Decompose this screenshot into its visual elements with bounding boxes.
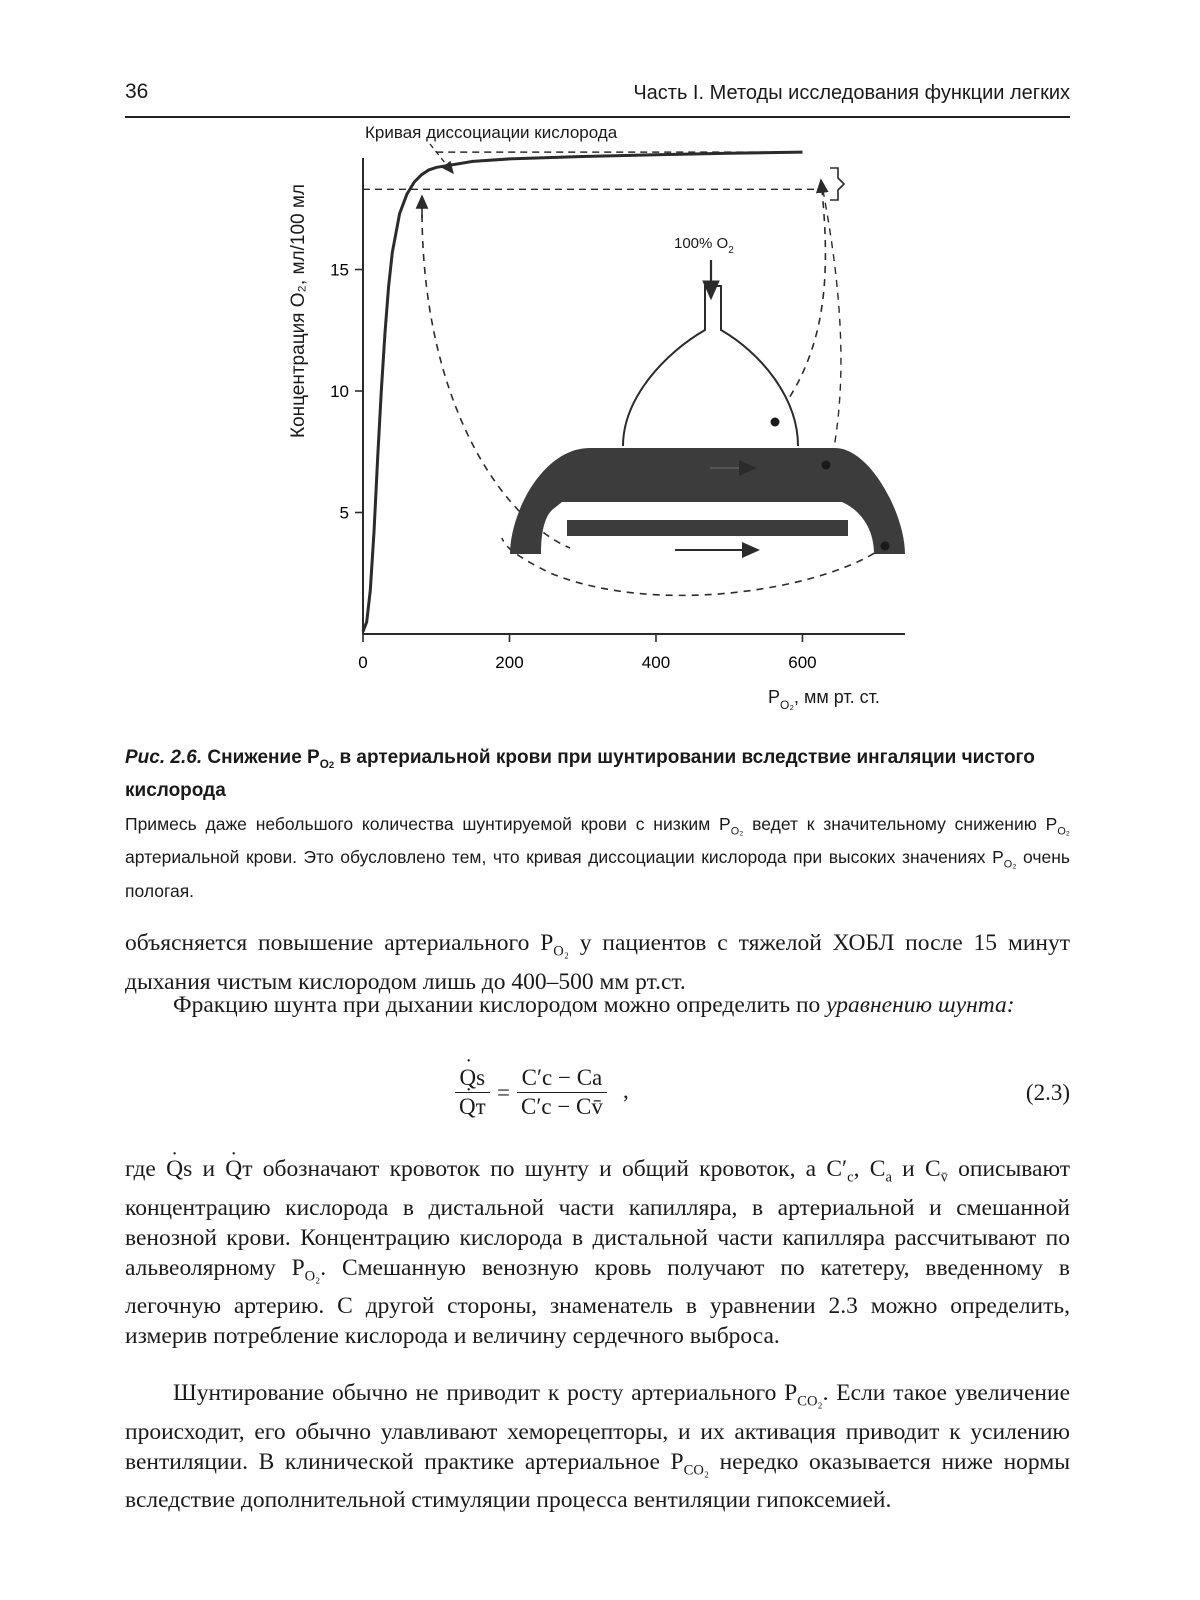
paragraph-4: Шунтирование обычно не приводит к росту артериального $P_{CO_2}$. Если такое увеличение происходит, его обычно улавливают хеморецепторы, и их активация приводит к усилению вентиляции. В клинической практике артериальное $P_{CO_2}$ нередко оказывается ниже нормы вследствие дополнительной стимуляции процесса вентиляции гипоксемией. [125,1380,1070,1514]
inhalation-label: 100% $O_2$ [674,235,734,256]
shunt-dashed-path [821,180,841,468]
x-tick-label-400: 400 [641,653,671,672]
capillary-point [822,461,831,470]
alveolar-point [771,418,780,427]
page-header [125,78,1070,118]
figure-caption [125,745,1070,904]
vessel [510,448,905,554]
equation-rhs: $\frac{C'c - Ca}{C'c - Cv̄}$ [517,1064,607,1121]
difference-bracket [830,168,844,200]
running-head: Часть I. Методы исследования функции легких [633,82,1070,104]
figure-2-6 [270,118,930,728]
x-tick-label-600: 600 [788,653,817,672]
equation-comma: , [623,1078,629,1103]
caption-title: Рис. 2.6. Снижение $P_{O2}$ в артериальной крови при шунтировании вследствие ингаляции чистого кислорода [125,747,1035,801]
caption-body: Примесь даже небольшого количества шунтируемой крови с низким $P_{O_2}$ ведет к значительному снижению $P_{O_2}$ артериальной крови. Это обусловлено тем, что кривая диссоциации кислорода при высоких значениях $P_{O_2}$ очень пологая. [125,813,1070,901]
y-tick-label-10: 10 [330,382,349,401]
equation-equals: = [497,1080,510,1105]
paragraph-3: где · Qs и · Qт обозначают кровоток по шунту и общий кровоток, а $C'_c$, $C_a$ и $C_{v̄}$ описывают концентрацию кислорода в дистальной части капилляра, в артериальной и смешанной венозной крови. Концентрацию кислорода в дистальной части капилляра рассчитывают по альвеолярному $P_{O_2}$. Смешанную венозную кровь получают по катетеру, введенному в легочную артерию. С другой стороны, знаменатель в уравнении 2.3 можно определить, измерив потребление кислорода и величину сердечного выброса. [125,1154,1070,1351]
curve-label: Кривая диссоциации кислорода [365,123,618,142]
equation-lhs: · Qs · Qт [455,1064,490,1121]
x-tick-label-0: 0 [358,653,368,672]
venous-dashed-path [502,538,885,595]
equation-number: (2.3) [1025,1080,1070,1105]
shunt-equation [125,1058,1070,1138]
capillary-dashed-path [775,180,825,418]
page-number: 36 [125,80,149,103]
paragraph-1: объясняется повышение артериального $P_{O_2}$ у пациентов с тяжелой ХОБЛ после 15 минут дыхания чистым кислородом лишь до 400–500 мм рт.ст. [125,930,1070,995]
x-axis-title: $P_{O_2}$, мм рт. ст. [768,687,880,712]
paragraph-2: Фракцию шунта при дыхании кислородом можно определить по уравнению шунта: [173,992,1015,1018]
venous-point [881,542,890,551]
y-tick-label-5: 5 [339,503,349,523]
y-axis-title: Концентрация O₂, мл/100 мл [288,183,309,438]
x-tick-label-200: 200 [495,653,524,672]
y-tick-label-15: 15 [330,260,349,280]
